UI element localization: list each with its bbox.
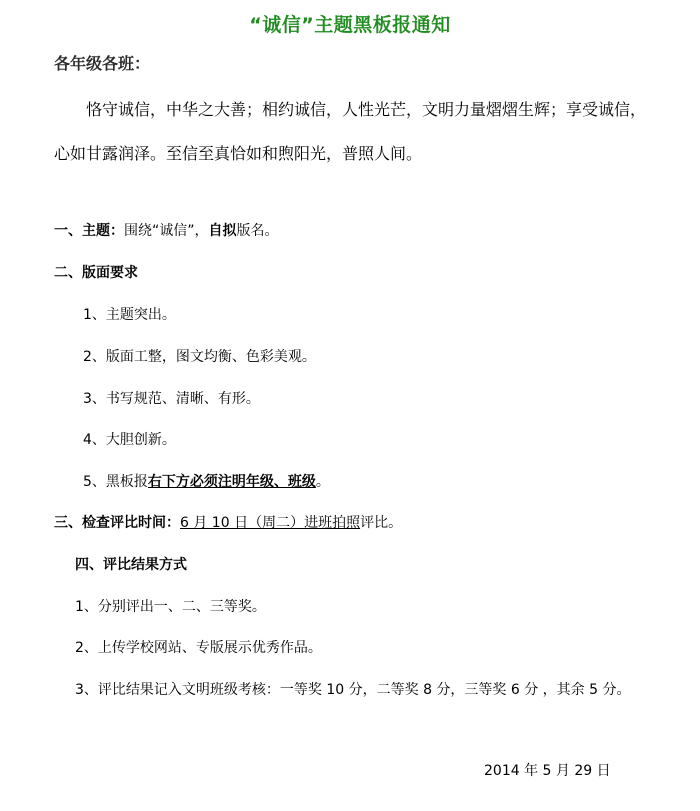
requirement-item-5-emphasis: 右下方必须注明年级、班级: [147, 474, 316, 490]
section-1-text: 围绕“诚信”，: [124, 223, 209, 239]
section-3-label: 三、检查评比时间：: [54, 515, 180, 531]
section-1-tail: 版名。: [236, 223, 279, 239]
greeting: 各年级各班：: [54, 54, 151, 73]
section-4-heading: 四、评比结果方式: [75, 557, 187, 573]
result-item-1: 1、分别评出一、二、三等奖。: [75, 599, 266, 615]
requirement-item-5-prefix: 5、黑板报: [83, 474, 148, 490]
section-3-tail: 评比。: [360, 515, 403, 531]
requirement-item-4: 4、大胆创新。: [83, 432, 176, 448]
intro-paragraph: 恪守诚信，中华之大善；相约诚信，人性光芒，文明力量熠熠生辉；享受诚信，心如甘露润泽。至信至真恰如和煦阳光，普照人间。: [54, 100, 647, 163]
section-1-theme: [54, 220, 279, 240]
notice-date: 2014 年 5 月 29 日: [484, 763, 611, 779]
notice-title: “诚信”主题黑板报通知: [249, 14, 451, 36]
requirement-item-2: 2、版面工整，图文均衡、色彩美观。: [83, 349, 316, 365]
section-3-date: 6 月 10 日（周二）进班拍照: [180, 515, 361, 531]
requirement-item-1: 1、主题突出。: [83, 307, 176, 323]
result-item-2: 2、上传学校网站、专版展示优秀作品。: [75, 640, 322, 656]
requirement-item-3: 3、书写规范、清晰、有形。: [83, 391, 260, 407]
requirement-item-5: [83, 471, 330, 491]
section-1-label: 一、主题：: [54, 223, 124, 239]
section-3-check-time: [54, 512, 402, 532]
section-1-bold: 自拟: [208, 223, 237, 239]
result-item-3: 3、评比结果记入文明班级考核：一等奖 10 分，二等奖 8 分，三等奖 6 分 ，其余 5 分。: [75, 682, 631, 698]
requirement-item-5-suffix: 。: [315, 474, 330, 490]
section-2-heading: 二、版面要求: [54, 265, 138, 281]
